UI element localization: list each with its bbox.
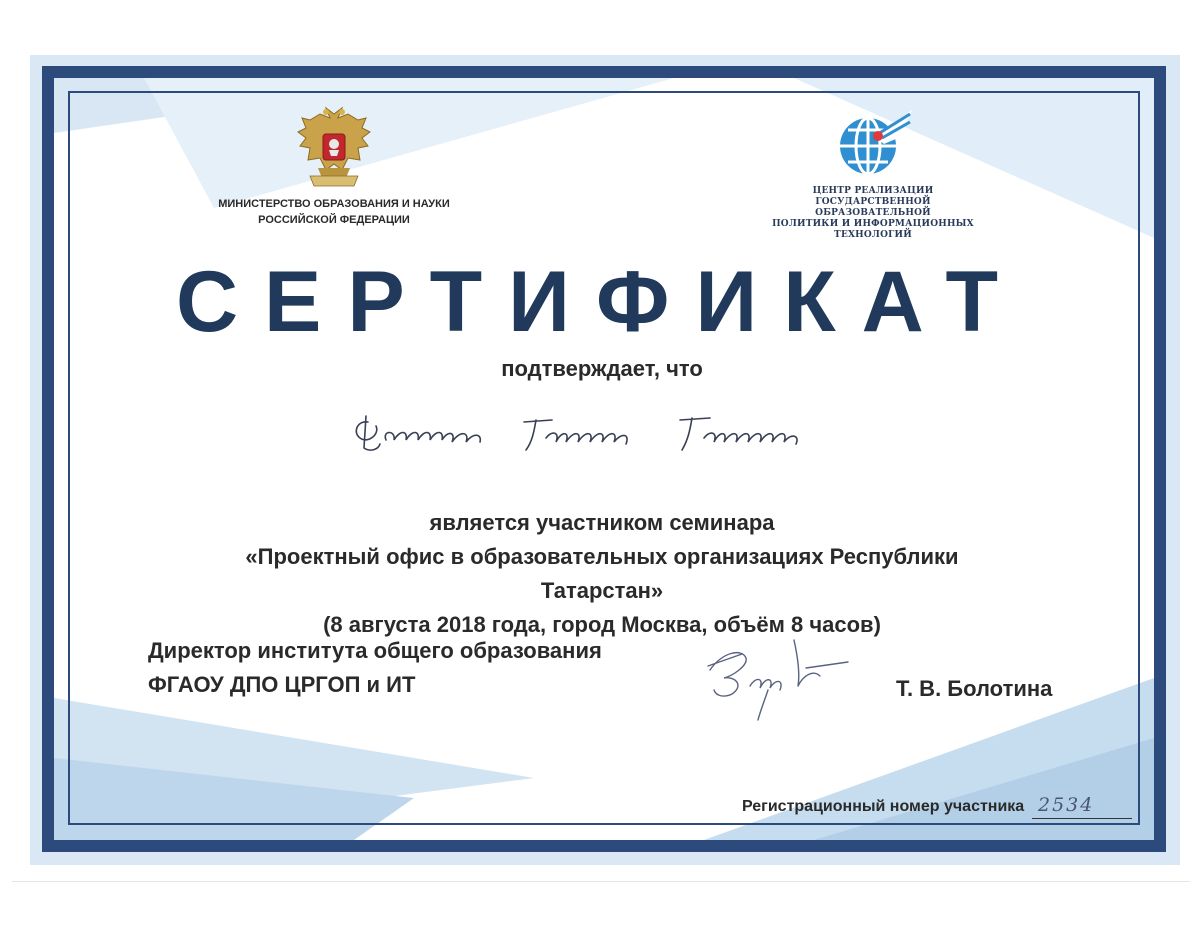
- participant-line: является участником семинара: [429, 510, 775, 535]
- ministry-line-2: РОССИЙСКОЙ ФЕДЕРАЦИИ: [258, 214, 410, 226]
- handwritten-participant-name: [340, 408, 840, 468]
- position-line-2: ФГАОУ ДПО ЦРГОП и ИТ: [148, 672, 416, 697]
- position-line-1: Директор института общего образования: [148, 638, 602, 663]
- registration-underline: [1032, 818, 1132, 819]
- signer-name: Т. В. Болотина: [896, 676, 1053, 701]
- seminar-details: (8 августа 2018 года, город Москва, объём 8 часов): [323, 612, 881, 637]
- registration-block: [742, 794, 1142, 824]
- director-signature: [702, 628, 852, 724]
- globe-logo-icon: [834, 106, 914, 178]
- signatory-position: [148, 634, 628, 702]
- ministry-name: [180, 196, 488, 228]
- certificate-title: СЕРТИФИКАТ: [175, 254, 1025, 350]
- registration-number: 2534: [1038, 794, 1095, 816]
- center-line-1: ЦЕНТР РЕАЛИЗАЦИИ: [812, 186, 934, 196]
- center-name: [760, 186, 986, 241]
- center-line-3: ПОЛИТИКИ И ИНФОРМАЦИОННЫХ: [772, 219, 974, 229]
- center-line-2: ГОСУДАРСТВЕННОЙ ОБРАЗОВАТЕЛЬНОЙ: [815, 197, 931, 218]
- center-line-4: ТЕХНОЛОГИЙ: [834, 230, 912, 240]
- page-edge-line: [12, 881, 1190, 882]
- confirms-text: подтверждает, что: [501, 356, 703, 381]
- registration-label: Регистрационный номер участника: [742, 798, 1025, 815]
- seminar-info: [200, 506, 1004, 642]
- seminar-title: «Проектный офис в образовательных организациях Республики Татарстан»: [245, 544, 959, 603]
- ministry-line-1: МИНИСТЕРСТВО ОБРАЗОВАНИЯ И НАУКИ: [218, 198, 450, 210]
- russian-coat-of-arms-icon: [296, 106, 372, 192]
